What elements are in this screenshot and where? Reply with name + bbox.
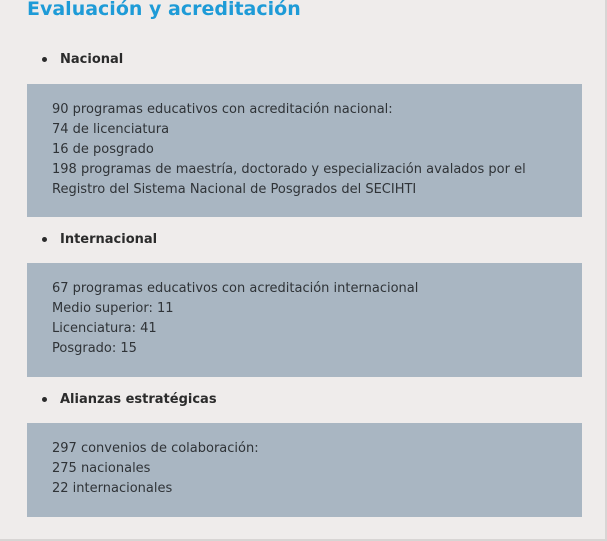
list-item: 74 de licenciatura <box>52 122 170 137</box>
section-heading-nacional <box>42 49 123 69</box>
list-item: 67 programas educativos con acreditación internacional <box>52 281 419 296</box>
list-item: 198 programas de maestría, doctorado y especialización avalados por el <box>52 162 526 177</box>
section-box-alianzas <box>27 423 582 517</box>
section-heading-label: Alianzas estratégicas <box>60 391 217 407</box>
list-item: Medio superior: 11 <box>52 301 174 316</box>
section-heading-label: Internacional <box>60 231 158 247</box>
section-heading-label: Nacional <box>60 51 124 67</box>
bullet-icon <box>42 397 47 402</box>
list-item: 275 nacionales <box>52 461 151 476</box>
list-item: Posgrado: 15 <box>52 341 137 356</box>
bullet-icon <box>42 57 47 62</box>
list-item: 16 de posgrado <box>52 142 154 157</box>
list-item: 90 programas educativos con acreditación nacional: <box>52 102 393 117</box>
list-item: Registro del Sistema Nacional de Posgrados del SECIHTI <box>52 182 417 197</box>
page-title: Evaluación y acreditación <box>27 0 301 20</box>
list-item: Licenciatura: 41 <box>52 321 157 336</box>
section-heading-alianzas <box>42 389 217 409</box>
bullet-icon <box>42 237 47 242</box>
list-item: 22 internacionales <box>52 481 173 496</box>
section-box-nacional <box>27 84 582 217</box>
list-item: 297 convenios de colaboración: <box>52 441 259 456</box>
section-heading-internacional <box>42 229 157 249</box>
section-box-internacional <box>27 263 582 377</box>
